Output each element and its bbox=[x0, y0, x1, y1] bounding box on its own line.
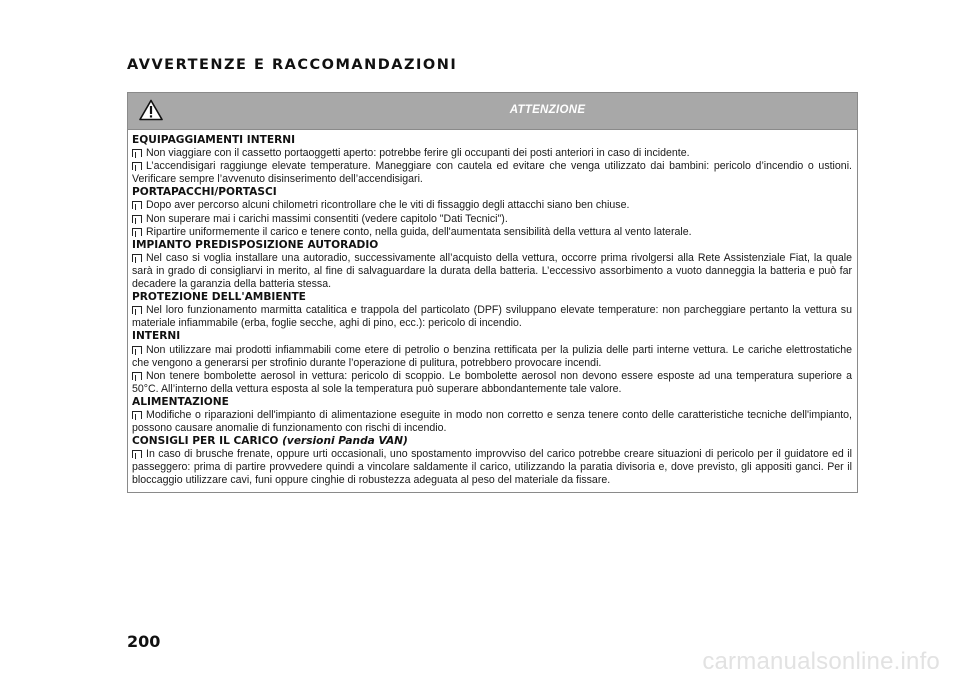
section-title bbox=[132, 134, 852, 147]
bullet-paragraph bbox=[132, 409, 852, 435]
bullet-text: Nel caso si voglia installare una autoradio, successivamente all’acquisto della vettura, occorre prima rivolgersi alla Rete Assistenziale Fiat, la quale sarà in grado di consigliarvi in merito, al fine di salvaguardare la durata della batteria. L’eccessivo assorbimento a vuoto danneggia la batteria e può far decadere la garanzia della batteria stessa. bbox=[132, 251, 852, 291]
bullet-marker-icon bbox=[132, 254, 142, 262]
bullet-marker-icon bbox=[132, 411, 142, 419]
section-title-text: PORTAPACCHI/PORTASCI bbox=[132, 186, 277, 199]
section-title bbox=[132, 396, 852, 409]
bullet-marker-icon bbox=[132, 450, 142, 458]
bullet-marker-icon bbox=[132, 149, 142, 157]
section-title bbox=[132, 291, 852, 304]
warning-label: ATTENZIONE bbox=[509, 104, 586, 116]
watermark: carmanualsonline.info bbox=[702, 648, 940, 675]
page-title: AVVERTENZE E RACCOMANDAZIONI bbox=[127, 57, 458, 73]
bullet-text: Non utilizzare mai prodotti infiammabili come etere di petrolio o benzina rettificata per la pulizia delle parti interne vettura. Le cariche elettrostatiche che vengono a generarsi per strofinio durante l’operazione di pulitura, potrebbero provocare incendi. bbox=[132, 343, 852, 369]
bullet-paragraph bbox=[132, 226, 852, 239]
bullet-paragraph bbox=[132, 199, 852, 212]
section-title-text: ALIMENTAZIONE bbox=[132, 395, 229, 408]
section-title-text: IMPIANTO PREDISPOSIZIONE AUTORADIO bbox=[132, 238, 379, 251]
page-number: 200 bbox=[127, 632, 161, 651]
bullet-marker-icon bbox=[132, 228, 142, 236]
bullet-marker-icon bbox=[132, 162, 142, 170]
bullet-paragraph bbox=[132, 304, 852, 330]
bullet-marker-icon bbox=[132, 201, 142, 209]
bullet-text: Non tenere bombolette aerosol in vettura: pericolo di scoppio. Le bombolette aerosol non devono essere esposte ad una temperatura superiore a 50°C. All’interno della vettura esposta al sole la temperatura può superare abbondantemente tale valore. bbox=[132, 369, 852, 395]
bullet-text: Modifiche o riparazioni dell'impianto di alimentazione eseguite in modo non corretto e senza tenere conto delle caratteristiche tecniche dell'impianto, possono causare anomalie di funzionamento con rischi di incendio. bbox=[132, 408, 852, 435]
bullet-paragraph bbox=[132, 448, 852, 487]
section-title-text: PROTEZIONE DELL'AMBIENTE bbox=[132, 291, 306, 304]
bullet-paragraph bbox=[132, 213, 852, 226]
bullet-text: Nel loro funzionamento marmitta catalitica e trappola del particolato (DPF) sviluppano elevate temperature: non parcheggiare pertanto la vettura su materiale infiammabile (erba, foglie secche, aghi di pino, ecc.): pericolo di incendio. bbox=[132, 304, 852, 330]
warning-box-header bbox=[128, 93, 857, 130]
bullet-paragraph bbox=[132, 252, 852, 291]
section-title bbox=[132, 239, 852, 252]
section-title bbox=[132, 186, 852, 199]
bullet-text: Dopo aver percorso alcuni chilometri ricontrollare che le viti di fissaggio degli attacchi siano ben chiuse. bbox=[146, 199, 630, 212]
warning-box bbox=[127, 92, 858, 493]
bullet-text: In caso di brusche frenate, oppure urti occasionali, uno spostamento improvviso del carico potrebbe creare situazioni di pericolo per il guidatore ed il passeggero: prima di partire provvedere quindi a vincolare saldamente il carico, utilizzando la paratia divisoria e, dove previsto, gli appositi ganci. Per il bloccaggio utilizzare cavi, funi oppure cinghie di robustezza adeguata al peso del materiale da fissare. bbox=[132, 448, 852, 487]
section-title-text: EQUIPAGGIAMENTI INTERNI bbox=[132, 134, 296, 146]
bullet-paragraph bbox=[132, 370, 852, 396]
section-title-text: CONSIGLI PER IL CARICO bbox=[132, 435, 279, 448]
section-title-text: INTERNI bbox=[132, 330, 181, 343]
section-title bbox=[132, 330, 852, 343]
bullet-marker-icon bbox=[132, 215, 142, 223]
bullet-text: Non superare mai i carichi massimi consentiti (vedere capitolo "Dati Tecnici"). bbox=[146, 212, 508, 225]
section-title-qualifier: (versioni Panda VAN) bbox=[282, 435, 408, 448]
warning-box-body bbox=[128, 130, 857, 492]
bullet-marker-icon bbox=[132, 306, 142, 314]
bullet-text: Ripartire uniformemente il carico e tenere conto, nella guida, dell'aumentata sensibilità della vettura al vento laterale. bbox=[146, 225, 692, 238]
bullet-text: Non viaggiare con il cassetto portaoggetti aperto: potrebbe ferire gli occupanti dei posti anteriori in caso di incidente. bbox=[146, 147, 690, 160]
bullet-paragraph bbox=[132, 160, 852, 186]
bullet-paragraph bbox=[132, 344, 852, 370]
bullet-marker-icon bbox=[132, 346, 142, 354]
section-title bbox=[132, 435, 852, 448]
bullet-paragraph bbox=[132, 147, 852, 160]
bullet-marker-icon bbox=[132, 372, 142, 380]
bullet-text: L’accendisigari raggiunge elevate temperature. Maneggiare con cautela ed evitare che venga utilizzato dai bambini: pericolo d’incendio o ustioni. Verificare sempre l’avvenuto disinserimento dell’accendisigari. bbox=[132, 160, 852, 186]
